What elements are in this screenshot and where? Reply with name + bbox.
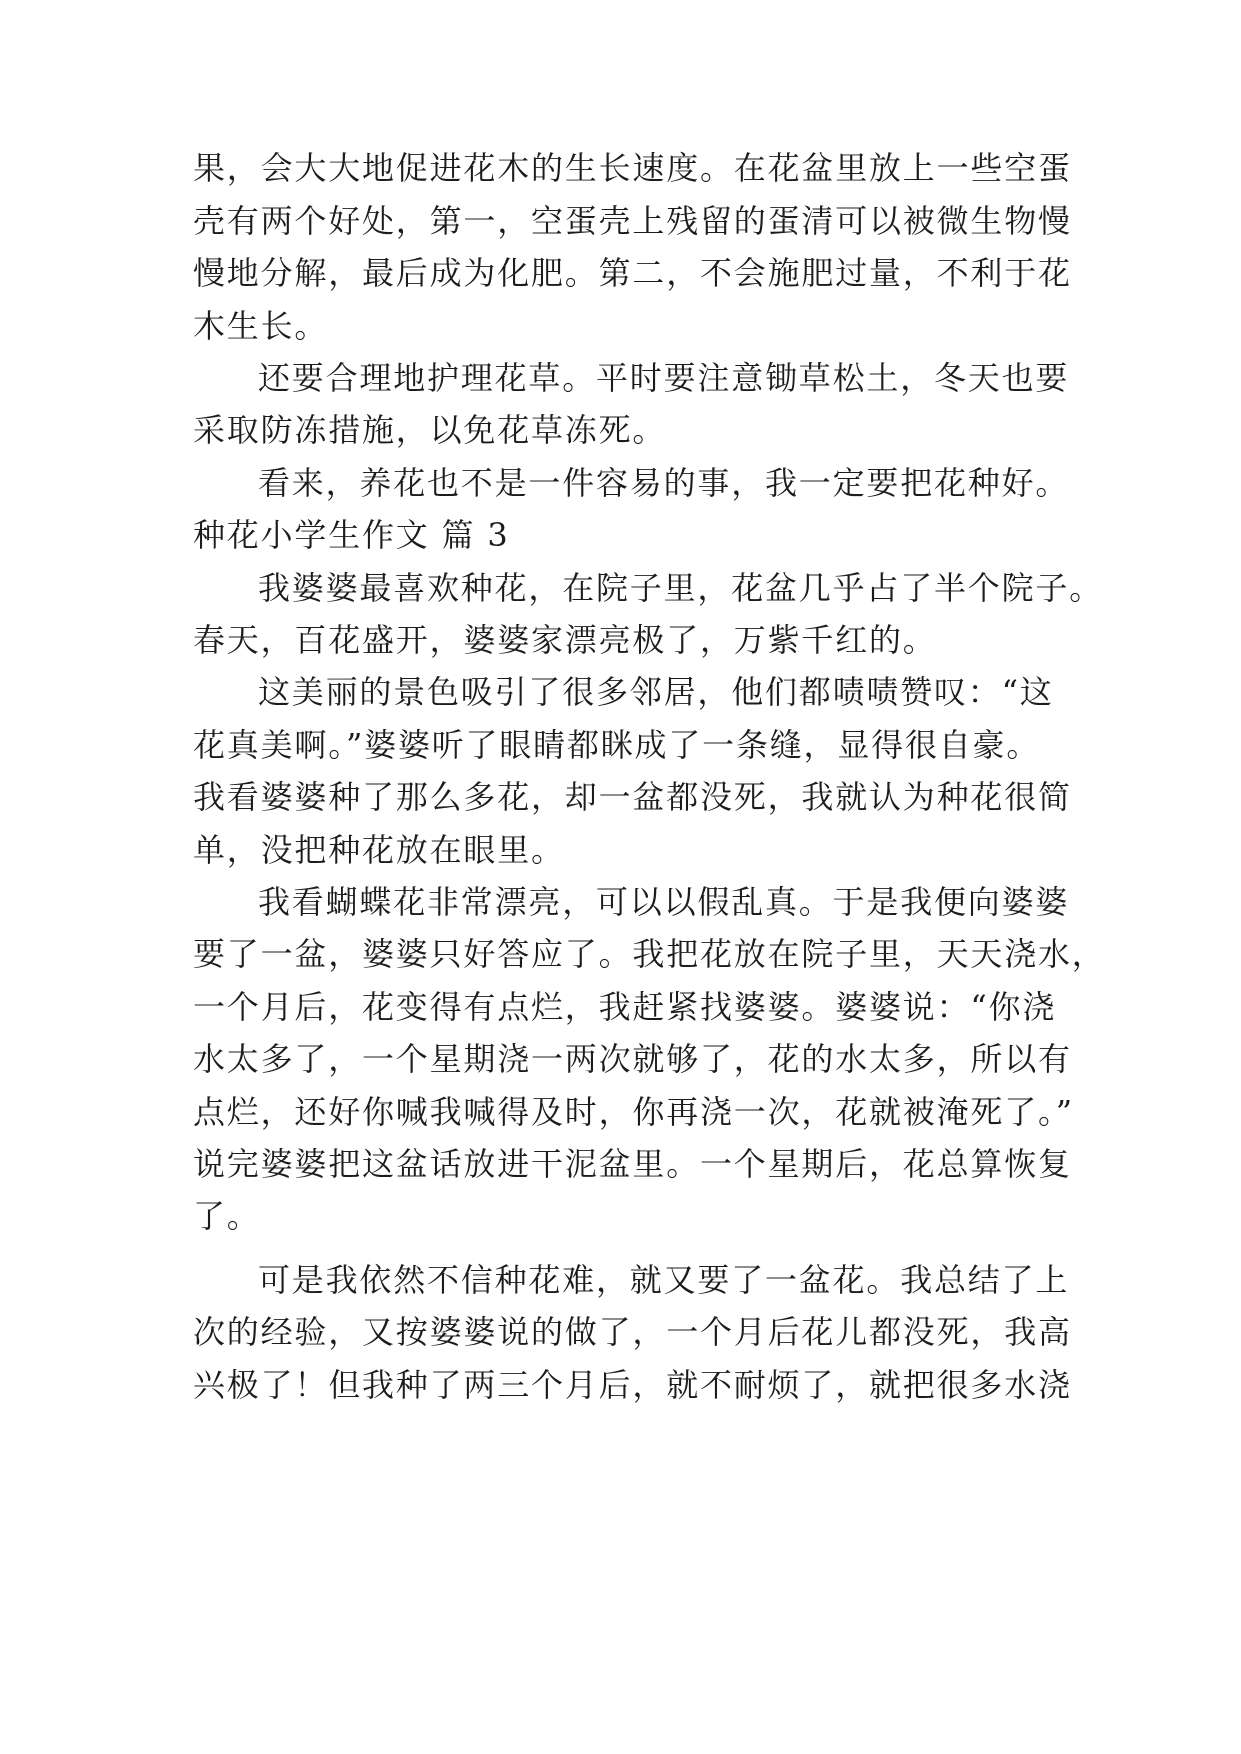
text-line: 慢地分解，最后成为化肥。第二，不会施肥过量，不利于花 <box>193 254 1072 292</box>
text-line: 这美丽的景色吸引了很多邻居，他们都啧啧赞叹：“这 <box>258 673 1054 711</box>
text-line: 一个月后，花变得有点烂，我赶紧找婆婆。婆婆说：“你浇 <box>193 988 1057 1026</box>
text-line: 花真美啊。”婆婆听了眼睛都眯成了一条缝，显得很自豪。 <box>193 726 1041 764</box>
text-line: 采取防冻措施，以免花草冻死。 <box>193 411 667 449</box>
text-line: 我看婆婆种了那么多花，却一盆都没死，我就认为种花很简 <box>193 778 1072 816</box>
text-line: 我看蝴蝶花非常漂亮，可以以假乱真。于是我便向婆婆 <box>258 883 1070 921</box>
section-heading: 种花小学生作文 篇 3 <box>193 516 510 554</box>
text-line: 次的经验，又按婆婆说的做了，一个月后花儿都没死，我高 <box>193 1313 1072 1351</box>
text-line: 果，会大大地促进花木的生长速度。在花盆里放上一些空蛋 <box>193 149 1072 187</box>
text-line: 还要合理地护理花草。平时要注意锄草松土，冬天也要 <box>258 359 1070 397</box>
text-line: 春天，百花盛开，婆婆家漂亮极了，万紫千红的。 <box>193 621 937 659</box>
text-line: 木生长。 <box>193 307 329 345</box>
text-line: 壳有两个好处，第一，空蛋壳上残留的蛋清可以被微生物慢 <box>193 202 1072 240</box>
text-line: 说完婆婆把这盆话放进干泥盆里。一个星期后，花总算恢复 <box>193 1145 1072 1183</box>
text-line: 了。 <box>193 1197 261 1235</box>
text-line: 兴极了！但我种了两三个月后，就不耐烦了，就把很多水浇 <box>193 1366 1072 1404</box>
text-line: 可是我依然不信种花难，就又要了一盆花。我总结了上 <box>258 1261 1070 1299</box>
text-line: 要了一盆，婆婆只好答应了。我把花放在院子里，天天浇水， <box>193 935 1106 973</box>
text-line: 单，没把种花放在眼里。 <box>193 831 565 869</box>
text-line: 我婆婆最喜欢种花，在院子里，花盆几乎占了半个院子。 <box>258 569 1104 607</box>
text-line: 水太多了，一个星期浇一两次就够了，花的水太多，所以有 <box>193 1040 1072 1078</box>
text-line: 点烂，还好你喊我喊得及时，你再浇一次，花就被淹死了。” <box>193 1093 1074 1131</box>
text-line: 看来，养花也不是一件容易的事，我一定要把花种好。 <box>258 464 1070 502</box>
